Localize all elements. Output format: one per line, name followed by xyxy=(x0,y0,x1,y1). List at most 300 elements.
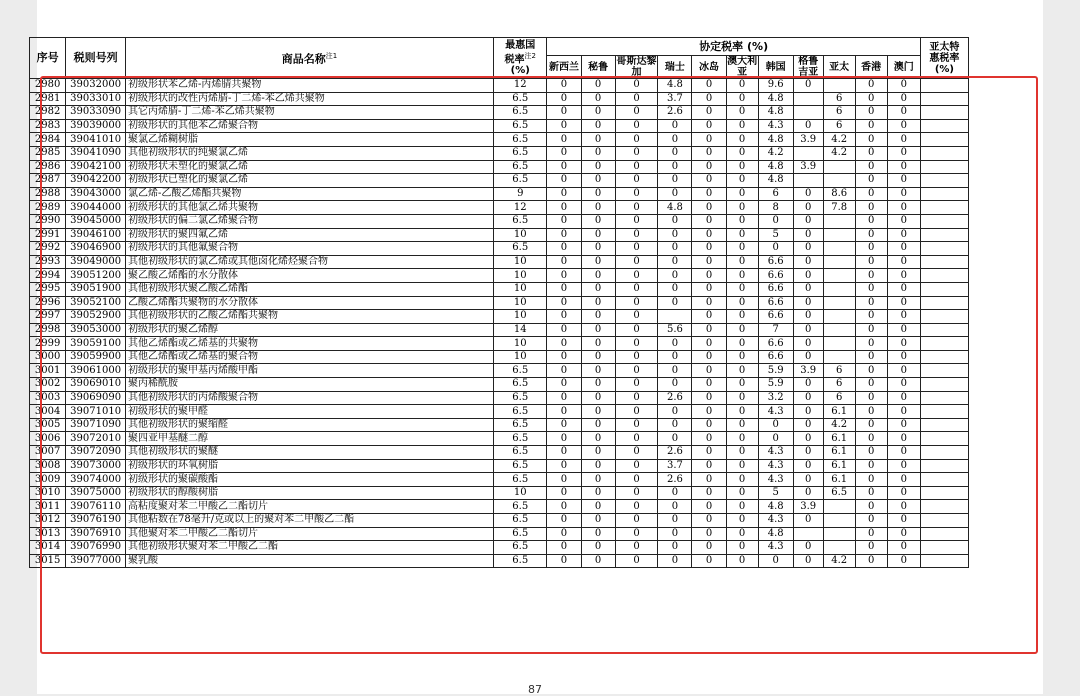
rate-cell: 0 xyxy=(887,119,920,133)
rate-cell: 5.9 xyxy=(758,364,793,378)
rate-cell: 0 xyxy=(887,446,920,460)
rate-cell: 0 xyxy=(887,554,920,568)
rate-cell: 0 xyxy=(581,514,615,528)
rate-cell: 0 xyxy=(615,514,658,528)
row-seq: 2990 xyxy=(30,214,66,228)
row-code: 39059100 xyxy=(66,337,126,351)
rate-cell: 0 xyxy=(615,432,658,446)
rate-cell: 6.5 xyxy=(823,486,855,500)
rate-cell: 0 xyxy=(887,269,920,283)
row-product-name: 初级形状的聚乙烯醇 xyxy=(126,323,494,337)
rate-cell: 0 xyxy=(793,296,823,310)
row-code: 39072010 xyxy=(66,432,126,446)
rate-cell: 0 xyxy=(726,446,758,460)
rate-cell: 0 xyxy=(692,133,726,147)
rate-cell: 0 xyxy=(581,228,615,242)
row-product-name: 初级形状的改性丙烯腈-丁二烯-苯乙烯共聚物 xyxy=(126,92,494,106)
rate-cell: 10 xyxy=(494,486,547,500)
rate-cell: 0 xyxy=(793,541,823,555)
rate-cell: 5 xyxy=(758,486,793,500)
rate-cell: 0 xyxy=(547,486,581,500)
rate-cell: 0 xyxy=(581,418,615,432)
rate-cell: 0 xyxy=(547,459,581,473)
rate-cell: 2.6 xyxy=(658,391,692,405)
rate-cell: 6.5 xyxy=(494,473,547,487)
rate-cell: 0 xyxy=(692,432,726,446)
rate-cell: 6.6 xyxy=(758,310,793,324)
rate-cell: 0 xyxy=(793,350,823,364)
rate-cell: 0 xyxy=(615,146,658,160)
rate-cell: 0 xyxy=(758,242,793,256)
rate-cell: 0 xyxy=(855,418,887,432)
rate-cell: 0 xyxy=(547,214,581,228)
rate-cell: 0 xyxy=(547,187,581,201)
rate-cell: 0 xyxy=(547,541,581,555)
rate-cell: 10 xyxy=(494,337,547,351)
header-country: 新西兰 xyxy=(547,56,581,79)
rate-cell: 0 xyxy=(692,527,726,541)
rate-cell: 6 xyxy=(758,187,793,201)
rate-cell: 0 xyxy=(581,187,615,201)
rate-cell: 0 xyxy=(855,486,887,500)
rate-cell: 10 xyxy=(494,282,547,296)
rate-cell: 0 xyxy=(581,323,615,337)
rate-cell: 0 xyxy=(658,500,692,514)
row-code: 39042200 xyxy=(66,174,126,188)
rate-cell: 0 xyxy=(855,378,887,392)
row-code: 39046900 xyxy=(66,242,126,256)
rate-cell: 0 xyxy=(855,473,887,487)
rate-cell: 0 xyxy=(615,174,658,188)
page-number: 87 xyxy=(528,683,542,696)
rate-cell: 0 xyxy=(658,282,692,296)
rate-cell: 0 xyxy=(887,527,920,541)
rate-cell: 4.2 xyxy=(823,554,855,568)
row-product-name: 其他初级形状的丙烯酸聚合物 xyxy=(126,391,494,405)
row-seq: 2994 xyxy=(30,269,66,283)
row-product-name: 初级形状已塑化的聚氯乙烯 xyxy=(126,174,494,188)
rate-cell: 0 xyxy=(658,527,692,541)
rate-cell: 0 xyxy=(547,350,581,364)
rate-cell: 0 xyxy=(615,310,658,324)
header-country: 亚太 xyxy=(823,56,855,79)
rate-cell: 6.5 xyxy=(494,514,547,528)
row-code: 39077000 xyxy=(66,554,126,568)
rate-cell: 4.8 xyxy=(758,527,793,541)
row-seq: 3000 xyxy=(30,350,66,364)
row-product-name: 初级形状的其他氟聚合物 xyxy=(126,242,494,256)
header-country: 格鲁吉亚 xyxy=(793,56,823,79)
rate-cell: 0 xyxy=(887,255,920,269)
rate-cell: 0 xyxy=(692,364,726,378)
rate-cell: 0 xyxy=(887,228,920,242)
header-mfn: 最惠国 税率$^{注2}$ (%) xyxy=(494,38,547,79)
rate-cell: 0 xyxy=(726,459,758,473)
rate-cell: 0 xyxy=(726,255,758,269)
rate-cell: 0 xyxy=(793,323,823,337)
rate-cell: 0 xyxy=(887,214,920,228)
rate-cell: 10 xyxy=(494,310,547,324)
row-seq: 3011 xyxy=(30,500,66,514)
rate-cell: 0 xyxy=(726,296,758,310)
row-seq: 3013 xyxy=(30,527,66,541)
row-product-name: 其他乙烯酯或乙烯基的共聚物 xyxy=(126,337,494,351)
rate-cell: 0 xyxy=(658,514,692,528)
rate-cell: 0 xyxy=(887,187,920,201)
rate-cell: 0 xyxy=(615,187,658,201)
rate-cell: 0 xyxy=(855,106,887,120)
rate-cell: 0 xyxy=(726,473,758,487)
rate-cell: 0 xyxy=(726,405,758,419)
rate-cell: 0 xyxy=(658,337,692,351)
rate-cell: 0 xyxy=(615,201,658,215)
row-seq: 3002 xyxy=(30,378,66,392)
row-seq: 2996 xyxy=(30,296,66,310)
rate-cell: 0 xyxy=(581,255,615,269)
rate-cell: 0 xyxy=(855,187,887,201)
rate-cell: 0 xyxy=(692,459,726,473)
rate-cell: 0 xyxy=(615,282,658,296)
row-product-name: 初级形状的偏二氯乙烯聚合物 xyxy=(126,214,494,228)
rate-cell: 6.6 xyxy=(758,337,793,351)
rate-cell: 0 xyxy=(692,337,726,351)
rate-cell: 10 xyxy=(494,269,547,283)
rate-cell: 4.8 xyxy=(758,174,793,188)
row-product-name: 初级形状的醇酸树脂 xyxy=(126,486,494,500)
rate-cell: 0 xyxy=(855,269,887,283)
row-product-name: 其他初级形状聚乙酸乙烯酯 xyxy=(126,282,494,296)
rate-cell: 0 xyxy=(855,500,887,514)
rate-cell: 0 xyxy=(615,500,658,514)
rate-cell: 0 xyxy=(615,473,658,487)
row-product-name: 初级形状的聚甲醛 xyxy=(126,405,494,419)
row-code: 39071090 xyxy=(66,418,126,432)
rate-cell: 0 xyxy=(726,337,758,351)
rate-cell: 0 xyxy=(855,174,887,188)
rate-cell: 0 xyxy=(855,79,887,93)
rate-cell: 0 xyxy=(547,174,581,188)
rate-cell: 0 xyxy=(758,214,793,228)
rate-cell: 6 xyxy=(823,391,855,405)
rate-cell: 0 xyxy=(615,106,658,120)
rate-cell: 4.8 xyxy=(658,201,692,215)
rate-cell: 0 xyxy=(855,459,887,473)
header-apta: 亚太特 惠税率 (%) xyxy=(920,38,968,79)
rate-cell: 0 xyxy=(692,554,726,568)
rate-cell: 0 xyxy=(726,486,758,500)
rate-cell: 0 xyxy=(658,405,692,419)
rate-cell: 3.9 xyxy=(793,500,823,514)
row-code: 39053000 xyxy=(66,323,126,337)
rate-cell: 0 xyxy=(758,418,793,432)
rate-cell: 0 xyxy=(887,323,920,337)
rate-cell: 0 xyxy=(793,187,823,201)
rate-cell: 6 xyxy=(823,92,855,106)
rate-cell: 0 xyxy=(887,282,920,296)
rate-cell: 0 xyxy=(887,160,920,174)
rate-cell: 0 xyxy=(547,323,581,337)
row-seq: 2992 xyxy=(30,242,66,256)
rate-cell: 0 xyxy=(581,92,615,106)
rate-cell: 0 xyxy=(547,473,581,487)
rate-cell: 4.2 xyxy=(823,146,855,160)
row-code: 39061000 xyxy=(66,364,126,378)
rate-cell: 0 xyxy=(615,79,658,93)
rate-cell: 0 xyxy=(887,364,920,378)
rate-cell: 0 xyxy=(692,296,726,310)
rate-cell: 0 xyxy=(615,160,658,174)
row-product-name: 其他聚对苯二甲酸乙二酯切片 xyxy=(126,527,494,541)
rate-cell: 0 xyxy=(581,432,615,446)
rate-cell: 4.3 xyxy=(758,473,793,487)
header-country: 瑞士 xyxy=(658,56,692,79)
rate-cell: 0 xyxy=(547,378,581,392)
rate-cell: 5.9 xyxy=(758,378,793,392)
rate-cell: 0 xyxy=(581,79,615,93)
rate-cell: 0 xyxy=(547,242,581,256)
rate-cell: 0 xyxy=(547,418,581,432)
rate-cell: 0 xyxy=(692,391,726,405)
rate-cell: 0 xyxy=(692,106,726,120)
row-code: 39044000 xyxy=(66,201,126,215)
rate-cell: 0 xyxy=(658,160,692,174)
rate-cell: 0 xyxy=(658,242,692,256)
rate-cell: 0 xyxy=(855,296,887,310)
rate-cell: 0 xyxy=(692,119,726,133)
rate-cell: 0 xyxy=(726,269,758,283)
rate-cell: 0 xyxy=(615,119,658,133)
rate-cell: 6.5 xyxy=(494,541,547,555)
rate-cell: 0 xyxy=(547,146,581,160)
rate-cell: 0 xyxy=(547,405,581,419)
rate-cell: 6.6 xyxy=(758,282,793,296)
rate-cell: 0 xyxy=(658,187,692,201)
rate-cell: 0 xyxy=(581,378,615,392)
rate-cell: 0 xyxy=(692,500,726,514)
rate-cell: 0 xyxy=(658,541,692,555)
row-code: 39041090 xyxy=(66,146,126,160)
row-product-name: 高粘度聚对苯二甲酸乙二酯切片 xyxy=(126,500,494,514)
rate-cell: 0 xyxy=(615,378,658,392)
rate-cell: 0 xyxy=(726,432,758,446)
rate-cell: 0 xyxy=(615,296,658,310)
rate-cell: 6.1 xyxy=(823,432,855,446)
rate-cell: 0 xyxy=(793,310,823,324)
rate-cell: 6.5 xyxy=(494,242,547,256)
rate-cell: 0 xyxy=(615,446,658,460)
row-code: 39075000 xyxy=(66,486,126,500)
rate-cell: 0 xyxy=(658,255,692,269)
rate-cell: 0 xyxy=(758,554,793,568)
rate-cell: 0 xyxy=(726,391,758,405)
row-product-name: 聚丙稀酰胺 xyxy=(126,378,494,392)
rate-cell: 2.6 xyxy=(658,473,692,487)
rate-cell: 12 xyxy=(494,201,547,215)
row-code: 39069010 xyxy=(66,378,126,392)
rate-cell: 0 xyxy=(581,282,615,296)
rate-cell: 0 xyxy=(793,337,823,351)
rate-cell: 0 xyxy=(726,119,758,133)
rate-cell: 0 xyxy=(615,541,658,555)
row-seq: 3010 xyxy=(30,486,66,500)
rate-cell: 0 xyxy=(692,160,726,174)
rate-cell: 0 xyxy=(887,79,920,93)
rate-cell: 0 xyxy=(581,174,615,188)
rate-cell: 0 xyxy=(692,405,726,419)
row-seq: 3003 xyxy=(30,391,66,405)
rate-cell: 0 xyxy=(615,228,658,242)
rate-cell: 0 xyxy=(887,174,920,188)
row-seq: 3009 xyxy=(30,473,66,487)
rate-cell: 3.7 xyxy=(658,92,692,106)
rate-cell: 0 xyxy=(615,554,658,568)
rate-cell: 0 xyxy=(658,214,692,228)
rate-cell: 0 xyxy=(855,201,887,215)
rate-cell: 0 xyxy=(855,133,887,147)
rate-cell: 0 xyxy=(658,364,692,378)
rate-cell: 6.5 xyxy=(494,364,547,378)
rate-cell: 0 xyxy=(658,146,692,160)
rate-cell: 4.2 xyxy=(823,133,855,147)
rate-cell: 0 xyxy=(581,554,615,568)
rate-cell: 3.9 xyxy=(793,133,823,147)
row-code: 39041010 xyxy=(66,133,126,147)
rate-cell: 6.6 xyxy=(758,296,793,310)
row-code: 39059900 xyxy=(66,350,126,364)
rate-cell: 10 xyxy=(494,255,547,269)
rate-cell: 0 xyxy=(547,201,581,215)
rate-cell: 0 xyxy=(658,269,692,283)
rate-cell: 0 xyxy=(692,187,726,201)
row-seq: 2984 xyxy=(30,133,66,147)
rate-cell: 0 xyxy=(658,554,692,568)
rate-cell: 0 xyxy=(793,473,823,487)
rate-cell: 0 xyxy=(793,459,823,473)
row-product-name: 氯乙烯-乙酸乙烯酯共聚物 xyxy=(126,187,494,201)
rate-cell: 4.8 xyxy=(758,160,793,174)
rate-cell: 0 xyxy=(581,541,615,555)
rate-cell: 0 xyxy=(692,378,726,392)
rate-cell: 0 xyxy=(887,473,920,487)
rate-cell: 0 xyxy=(658,418,692,432)
rate-cell: 6.5 xyxy=(494,92,547,106)
row-seq: 3006 xyxy=(30,432,66,446)
rate-cell: 4.8 xyxy=(758,92,793,106)
rate-cell: 0 xyxy=(615,527,658,541)
rate-cell: 0 xyxy=(726,554,758,568)
row-code: 39076110 xyxy=(66,500,126,514)
rate-cell: 6.5 xyxy=(494,146,547,160)
rate-cell: 0 xyxy=(581,405,615,419)
rate-cell: 0 xyxy=(887,391,920,405)
rate-cell: 0 xyxy=(726,146,758,160)
rate-cell: 0 xyxy=(887,146,920,160)
row-seq: 2997 xyxy=(30,310,66,324)
rate-cell: 6.5 xyxy=(494,214,547,228)
rate-cell: 0 xyxy=(692,79,726,93)
row-seq: 3008 xyxy=(30,459,66,473)
rate-cell: 0 xyxy=(615,323,658,337)
rate-cell: 10 xyxy=(494,296,547,310)
rate-cell: 0 xyxy=(615,391,658,405)
rate-cell: 0 xyxy=(692,310,726,324)
rate-cell: 0 xyxy=(726,282,758,296)
rate-cell: 0 xyxy=(615,255,658,269)
rate-cell: 4.8 xyxy=(658,79,692,93)
header-country: 冰岛 xyxy=(692,56,726,79)
rate-cell: 0 xyxy=(887,337,920,351)
row-code: 39039000 xyxy=(66,119,126,133)
row-seq: 2989 xyxy=(30,201,66,215)
rate-cell: 0 xyxy=(855,514,887,528)
rate-cell: 0 xyxy=(547,514,581,528)
rate-cell: 0 xyxy=(855,405,887,419)
row-product-name: 其他初级形状的乙酸乙烯酯共聚物 xyxy=(126,310,494,324)
rate-cell: 0 xyxy=(726,418,758,432)
rate-cell: 6.6 xyxy=(758,269,793,283)
rate-cell: 6.5 xyxy=(494,106,547,120)
row-product-name: 聚四亚甲基醚二醇 xyxy=(126,432,494,446)
rate-cell: 0 xyxy=(692,541,726,555)
row-seq: 2983 xyxy=(30,119,66,133)
rate-cell: 0 xyxy=(793,255,823,269)
rate-cell: 0 xyxy=(855,160,887,174)
row-product-name: 初级形状的聚四氟乙烯 xyxy=(126,228,494,242)
rate-cell: 0 xyxy=(855,242,887,256)
row-code: 39051200 xyxy=(66,269,126,283)
rate-cell: 0 xyxy=(692,201,726,215)
row-code: 39043000 xyxy=(66,187,126,201)
rate-cell: 0 xyxy=(855,146,887,160)
row-seq: 3005 xyxy=(30,418,66,432)
rate-cell: 0 xyxy=(581,459,615,473)
rate-cell: 0 xyxy=(615,459,658,473)
rate-cell: 0 xyxy=(581,242,615,256)
rate-cell: 0 xyxy=(547,337,581,351)
row-product-name: 其他乙烯酯或乙烯基的聚合物 xyxy=(126,350,494,364)
rate-cell: 0 xyxy=(726,310,758,324)
row-seq: 2982 xyxy=(30,106,66,120)
rate-cell: 2.6 xyxy=(658,446,692,460)
rate-cell: 6.6 xyxy=(758,350,793,364)
rate-cell: 0 xyxy=(793,378,823,392)
rate-cell: 0 xyxy=(547,282,581,296)
row-code: 39072090 xyxy=(66,446,126,460)
row-seq: 3012 xyxy=(30,514,66,528)
rate-cell: 0 xyxy=(855,350,887,364)
rate-cell: 7.8 xyxy=(823,201,855,215)
highlight-box xyxy=(40,76,1038,654)
rate-cell: 0 xyxy=(726,527,758,541)
rate-cell: 0 xyxy=(615,364,658,378)
row-product-name: 其他初级形状的聚缩醛 xyxy=(126,418,494,432)
row-product-name: 其他初级形状聚对苯二甲酸乙二酯 xyxy=(126,541,494,555)
rate-cell: 0 xyxy=(726,160,758,174)
rate-cell: 0 xyxy=(887,242,920,256)
rate-cell: 0 xyxy=(581,337,615,351)
row-code: 39033090 xyxy=(66,106,126,120)
rate-cell: 0 xyxy=(726,174,758,188)
row-product-name: 初级形状的环氧树脂 xyxy=(126,459,494,473)
rate-cell: 0 xyxy=(581,133,615,147)
rate-cell: 6.6 xyxy=(758,255,793,269)
rate-cell: 0 xyxy=(547,500,581,514)
rate-cell: 0 xyxy=(658,119,692,133)
rate-cell: 0 xyxy=(547,255,581,269)
rate-cell: 4.2 xyxy=(823,418,855,432)
rate-cell: 0 xyxy=(887,378,920,392)
rate-cell: 0 xyxy=(692,269,726,283)
